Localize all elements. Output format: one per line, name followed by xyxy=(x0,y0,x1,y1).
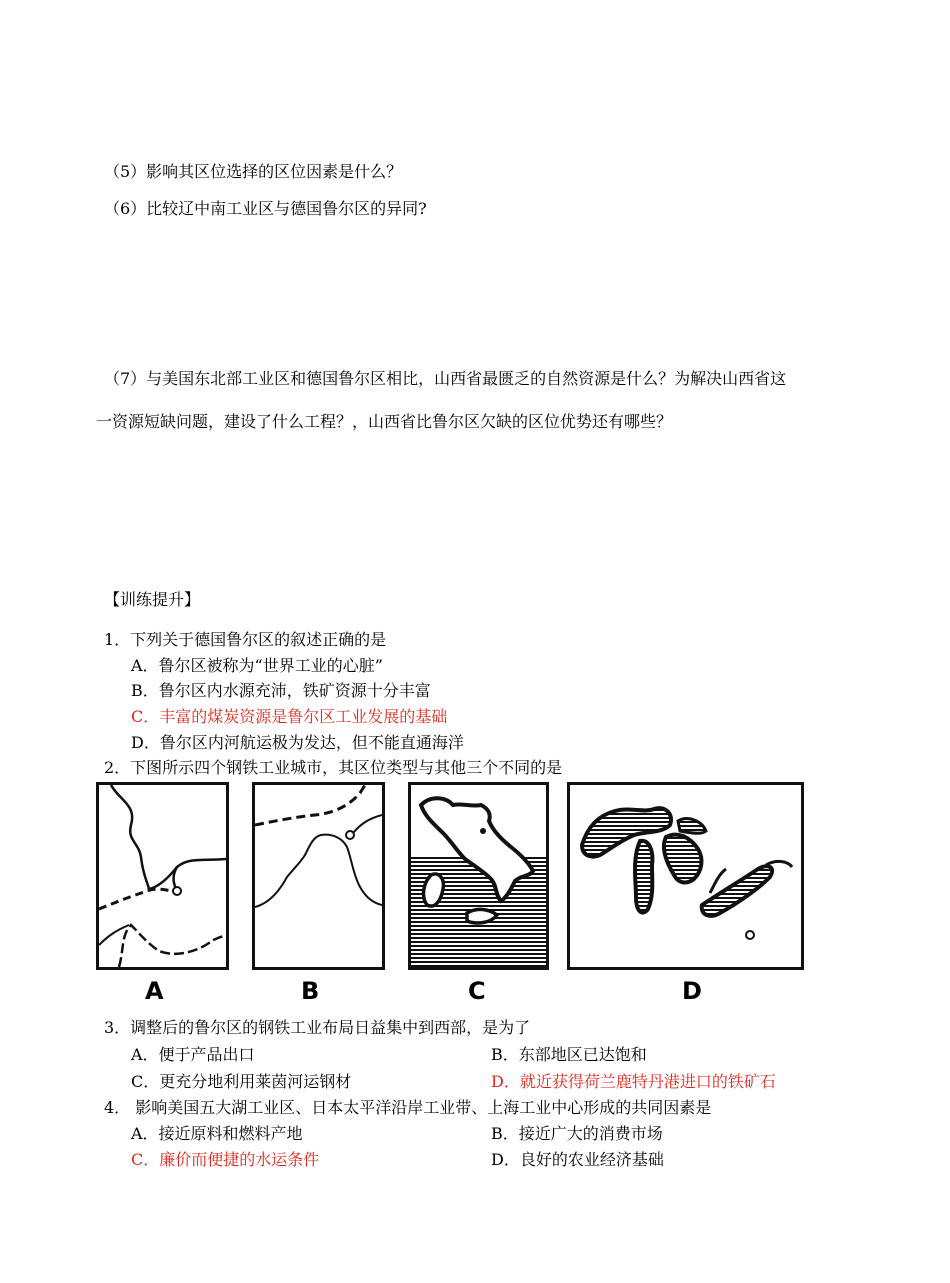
mc1-option-b: B．鲁尔区内水源充沛，铁矿资源十分丰富 xyxy=(131,681,431,700)
mc4-option-b: B．接近广大的消费市场 xyxy=(491,1124,663,1143)
section-title: 【训练提升】 xyxy=(104,590,201,609)
mc1-stem: 1．下列关于德国鲁尔区的叙述正确的是 xyxy=(104,630,387,649)
mc4-option-d: D．良好的农业经济基础 xyxy=(491,1150,664,1169)
mc2-stem: 2．下图所示四个钢铁工业城市，其区位类型与其他三个不同的是 xyxy=(104,758,563,777)
map-label-c: C xyxy=(468,977,486,1005)
question-7-line-1: （7）与美国东北部工业区和德国鲁尔区相比，山西省最匮乏的自然资源是什么？为解决山西省这 xyxy=(104,369,787,388)
map-c xyxy=(408,782,549,970)
mc3-option-c: C．更充分地利用莱茵河运钢材 xyxy=(131,1072,352,1091)
mc1-option-a: A．鲁尔区被称为“世界工业的心脏” xyxy=(131,656,383,675)
map-b xyxy=(252,782,385,970)
map-label-b: B xyxy=(301,977,320,1005)
question-7-line-2: 一资源短缺问题，建设了什么工程？，山西省比鲁尔区欠缺的区位优势还有哪些？ xyxy=(96,412,673,431)
mc1-option-d: D．鲁尔区内河航运极为发达，但不能直通海洋 xyxy=(131,733,464,752)
map-d-drawing xyxy=(570,785,801,967)
mc4-option-a: A．接近原料和燃料产地 xyxy=(131,1124,303,1143)
map-label-d: D xyxy=(682,977,702,1005)
map-c-drawing xyxy=(411,785,546,967)
mc3-option-b: B．东部地区已达饱和 xyxy=(491,1045,647,1064)
map-b-drawing xyxy=(255,785,382,967)
map-a-drawing xyxy=(99,785,226,967)
mc4-option-c-answer: C．廉价而便捷的水运条件 xyxy=(131,1150,320,1169)
mc3-stem: 3．调整后的鲁尔区的钢铁工业布局日益集中到西部，是为了 xyxy=(104,1018,531,1037)
map-label-a: A xyxy=(145,977,164,1005)
mc1-option-c-answer: C．丰富的煤炭资源是鲁尔区工业发展的基础 xyxy=(131,707,448,726)
map-a xyxy=(96,782,229,970)
question-5: （5）影响其区位选择的区位因素是什么？ xyxy=(104,162,403,181)
mc3-option-d-answer: D．就近获得荷兰鹿特丹港进口的铁矿石 xyxy=(491,1072,776,1091)
question-6: （6）比较辽中南工业区与德国鲁尔区的异同? xyxy=(104,199,427,218)
mc4-stem: 4． 影响美国五大湖工业区、日本太平洋沿岸工业带、上海工业中心形成的共同因素是 xyxy=(104,1098,712,1117)
mc3-option-a: A．便于产品出口 xyxy=(131,1045,255,1064)
map-d xyxy=(567,782,804,970)
